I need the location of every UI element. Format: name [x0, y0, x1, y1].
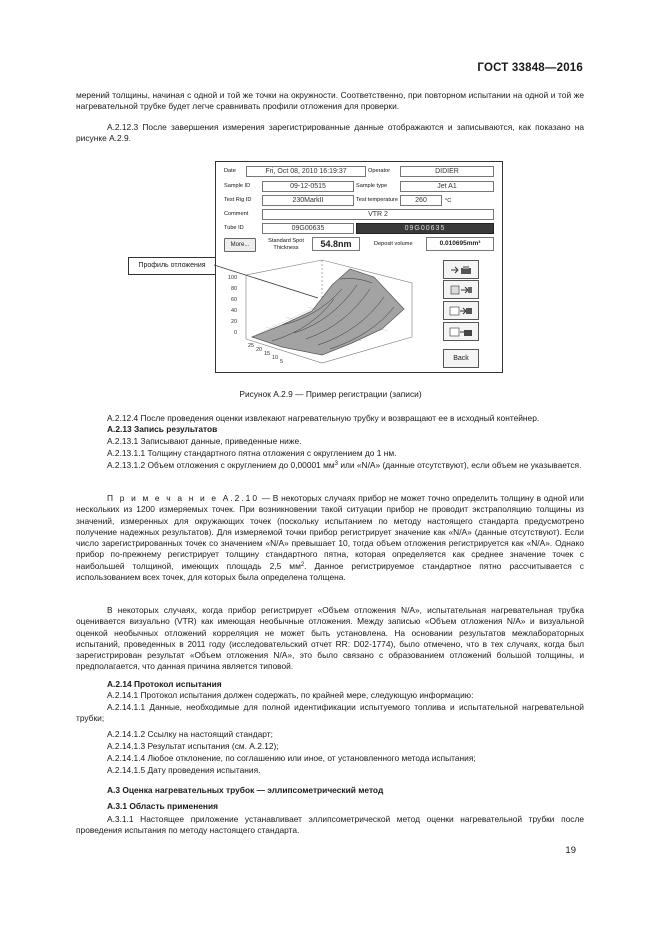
z-tick: 20 [231, 319, 238, 325]
section-heading: А.2.13 Запись результатов [107, 424, 218, 434]
z-tick: 0 [234, 330, 238, 336]
temp-field: 260 [400, 195, 442, 206]
z-tick: 60 [231, 297, 238, 303]
paragraph: А.2.14.1.1 Данные, необходимые для полной идентификации испытуемого топлива и испытательной нагревательной трубки; [76, 702, 584, 724]
tube-id-field: 09G00635 [262, 223, 354, 234]
more-button[interactable]: More... [224, 238, 256, 252]
paragraph: мерений толщины, начиная с одной и той же точки на окружности. Соответственно, при повторном испытании на одной и той же нагревательной трубке будет легче сравнивать профили отложения для проверки. [76, 90, 584, 112]
z-tick: 80 [231, 286, 238, 292]
sample-type-label: Sample type [356, 183, 388, 189]
paragraph: А.2.13.1 Записывают данные, приведенные ниже. [107, 436, 302, 446]
paragraph: В некоторых случаях, когда прибор регистрирует «Объем отложения N/A», испытательная нагревательная трубка оценивается визуально (VTR) как имеющая необычные отложения. Между записью «Объем отложения N/A» и визуальной оценкой необычных отложений корреляция не может быть установлена. На основании результатов межлабораторных испытаний, проведенных в 2011 году (исследовательский отчет RR: D02-1774), было отмечено, что в тех случаях, когда был зарегистрирован результат «Объем отложения N/A», это было связано с образованием отложений большой толщины, и предполагается, что данная причина является типовой. [76, 605, 584, 672]
volume-label: Deposit volume [374, 241, 413, 247]
temp-unit: °C [445, 198, 452, 204]
operator-label: Operator [368, 168, 391, 174]
document-header: ГОСТ 33848—2016 [477, 62, 583, 74]
figure-caption: Рисунок А.2.9 — Пример регистрации (записи) [239, 389, 422, 399]
operator-field: DIDIER [400, 166, 494, 177]
note-label: П р и м е ч а н и е А.2.10 [107, 493, 259, 503]
paragraph: А.2.13.1.1 Толщину стандартного пятна отложения с округлением до 1 нм. [107, 448, 397, 458]
paragraph: А.2.14.1.4 Любое отклонение, по соглашению или иное, от установленного метода испытания; [107, 753, 476, 763]
report-printer-icon [449, 326, 473, 338]
rig-field: 230MarkII [262, 195, 354, 206]
temp-label: Test temperature [356, 197, 398, 203]
report-export-button[interactable] [443, 301, 479, 320]
paragraph: А.2.13.1.2 Объем отложения с округлением до 0,00001 $мм^3$ или «N/A» (данные отсутствуют), если объем не указывается. [107, 460, 582, 470]
y-tick: 25 [248, 343, 255, 349]
comment-label: Comment [224, 211, 249, 217]
report-print-button[interactable] [443, 322, 479, 341]
sample-id-label: Sample ID [224, 183, 251, 189]
disk-icon [449, 284, 473, 296]
volume-value: 0.010695mm³ [426, 237, 494, 251]
section-heading: А.2.14 Протокол испытания [107, 679, 222, 689]
deposit-profile-callout: Профиль отложения [128, 257, 216, 275]
paragraph: А.3.1.1 Настоящее приложение устанавливает эллипсометрической метод оценки нагревательной трубки после проведения испытания по методу настоящего стандарта. [76, 814, 584, 836]
section-heading: А.3 Оценка нагревательных трубок — эллипсометрический метод [107, 785, 384, 795]
save-to-disk-button[interactable] [443, 280, 479, 299]
tube-barcode: 09G00635 [356, 223, 494, 234]
comment-field: VTR 2 [262, 209, 494, 220]
report-icon [449, 305, 473, 317]
print-button[interactable] [443, 260, 479, 279]
rig-label: Test Rig ID [224, 197, 252, 203]
paragraph: А.2.12.3 После завершения измерения зарегистрированные данные отображаются и записываются, как показано на рисунке А.2.9. [76, 122, 584, 144]
paragraph: А.2.12.4 После проведения оценки извлекают нагревательную трубку и возвращают ее в исходный контейнер. [107, 413, 540, 423]
z-tick: 40 [231, 308, 238, 314]
paragraph: А.2.14.1.3 Результат испытания (см. А.2.12); [107, 741, 279, 751]
y-tick: 15 [264, 351, 271, 357]
tube-id-label: Tube ID [224, 225, 244, 231]
printer-icon [449, 264, 473, 276]
section-heading: А.3.1 Область применения [107, 801, 219, 811]
back-button[interactable]: Back [443, 349, 479, 368]
paragraph: А.2.14.1 Протокол испытания должен содержать, по крайней мере, следующую информацию: [107, 690, 474, 700]
callout-leader-line [214, 264, 324, 304]
spot-value: 54.8nm [312, 237, 360, 251]
spot-label: Standard Spot Thickness [268, 238, 304, 251]
paragraph: А.2.14.1.5 Дату проведения испытания. [107, 765, 261, 775]
y-tick: 5 [280, 359, 284, 365]
y-tick: 10 [272, 355, 279, 361]
sample-id-field: 09-12-0515 [262, 181, 354, 192]
sample-type-field: Jet A1 [400, 181, 494, 192]
z-tick: 100 [228, 275, 238, 281]
y-tick: 20 [256, 347, 263, 353]
page-number: 19 [565, 845, 576, 856]
paragraph: А.2.14.1.2 Ссылку на настоящий стандарт; [107, 729, 273, 739]
date-field: Fri, Oct 08, 2010 16:19:37 [246, 166, 366, 177]
date-label: Date [224, 168, 236, 174]
note: П р и м е ч а н и е А.2.10 — В некоторых случаях прибор не может точно определить толщину в одной или нескольких из 1200 измеряемых точек. При возникновении такой ситуации прибор не проводит экстраполяцию толщины из значений, измеренных для окружающих точек (поскольку испытанием по методу настоящего стандарта предусмотрено получение надежных результатов). Для измеряемой точки прибор регистрирует значение как «N/A» (данные отсутствуют). Если число зарегистрированных точек со значением «N/A» превышает 10, тогда объем отложения регистрируется как «N/A». Однако прибор по-прежнему регистрирует толщину стандартного пятна, которая определяется как среднее значение точек с наибольшей толщиной, имеющих площадь 2,5 $мм^2$. Данное регистрируемое стандартное пятно рассчитывается с использованием всех точек, для которых была определена толщена. [76, 493, 584, 583]
